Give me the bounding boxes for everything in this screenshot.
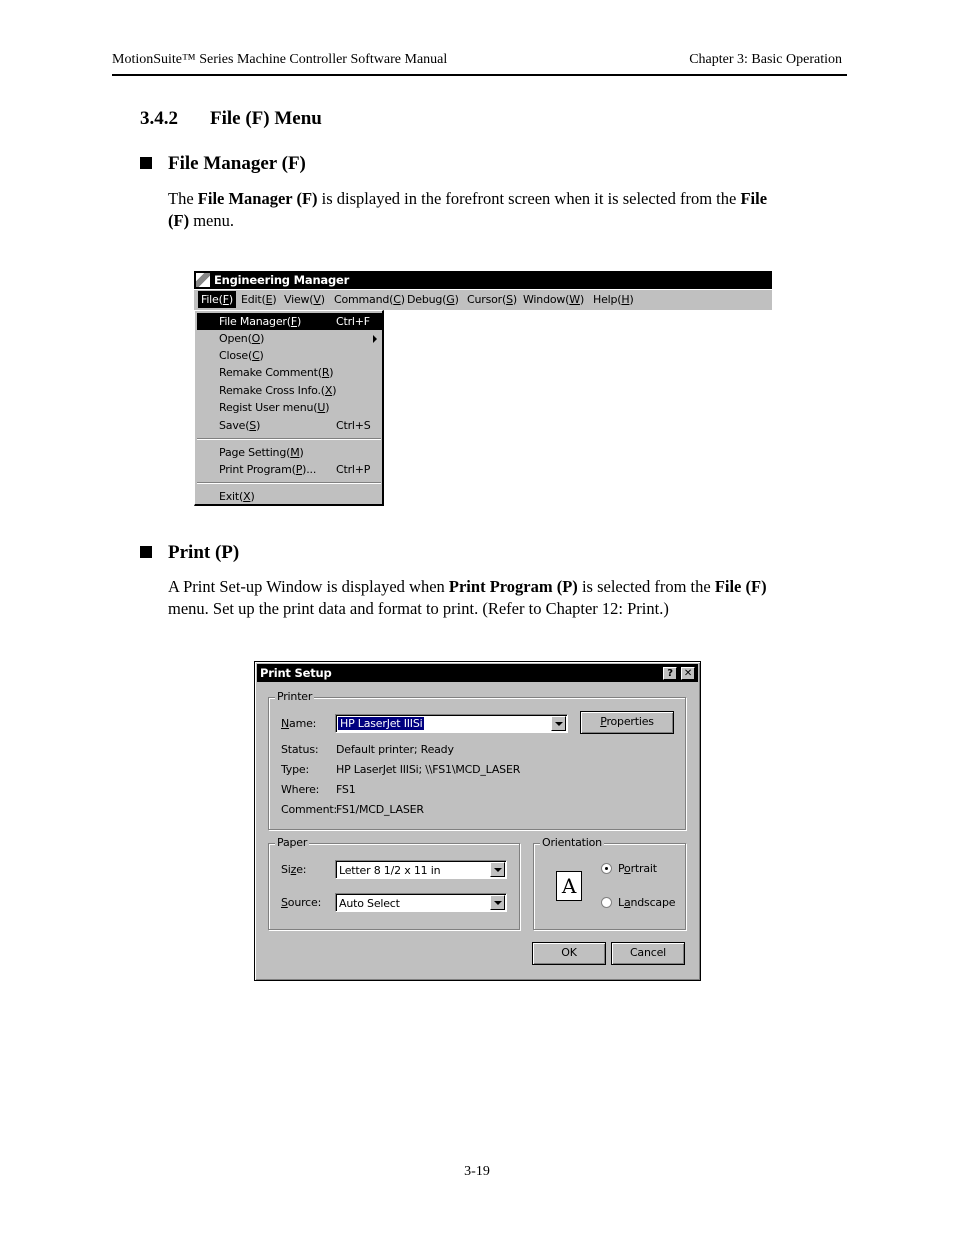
para-text: menu. Set up the print data and format to print. (Refer to Chapter 12: Print.)	[168, 599, 669, 618]
portrait-label[interactable]: Portrait	[618, 862, 657, 875]
menu-help[interactable]: Help(H)	[593, 293, 634, 306]
para-bold: File Manager (F)	[197, 189, 318, 208]
portrait-page-icon: A	[556, 871, 582, 901]
section-title: File (F) Menu	[210, 108, 322, 129]
chevron-down-icon[interactable]	[551, 716, 566, 731]
name-label: Name:	[281, 717, 317, 730]
chapter-title: Chapter 3: Basic Operation	[689, 52, 842, 67]
printer-group-label: Printer	[277, 690, 313, 703]
where-label: Where:	[281, 783, 320, 796]
menu-item-open[interactable]: Open(O)	[197, 330, 383, 347]
status-value: Default printer; Ready	[336, 743, 454, 756]
menu-command[interactable]: Command(C)	[334, 293, 405, 306]
paper-group	[268, 836, 520, 930]
page-number: 3-19	[464, 1164, 490, 1179]
menu-item-close[interactable]: Close(C)	[219, 349, 264, 362]
comment-value: FS1/MCD_LASER	[336, 803, 424, 816]
menu-window[interactable]: Window(W)	[523, 293, 585, 306]
app-icon	[196, 273, 210, 287]
para-bold: Print Program (P)	[448, 577, 578, 596]
menu-item-print-program[interactable]: Print Program(P)... Ctrl+P	[219, 463, 371, 476]
orientation-group-label: Orientation	[542, 836, 602, 849]
menu-item-regist-user-menu[interactable]: Regist User menu(U)	[219, 401, 330, 414]
window-title: Engineering Manager	[214, 273, 350, 287]
bullet-square-icon	[140, 157, 152, 169]
menu-file[interactable]: File(F)	[198, 291, 236, 308]
para-text: menu.	[189, 211, 234, 230]
para-text: is selected from the	[577, 577, 715, 596]
menu-view[interactable]: View(V)	[284, 293, 325, 306]
print-paragraph	[168, 576, 848, 620]
type-value: HP LaserJet IIISi; \\FS1\MCD_LASER	[336, 763, 521, 776]
printer-name-value: HP LaserJet IIISi	[340, 717, 423, 730]
menu-debug[interactable]: Debug(G)	[407, 293, 459, 306]
file-manager-heading-text: File Manager (F)	[168, 153, 306, 174]
para-text: A Print Set-up Window is displayed when	[168, 577, 449, 596]
chevron-down-icon[interactable]	[490, 862, 505, 877]
print-heading-text: Print (P)	[168, 542, 240, 563]
menu-item-remake-cross-info[interactable]: Remake Cross Info.(X)	[219, 384, 337, 397]
size-label: Size:	[281, 863, 307, 876]
printer-name-select[interactable]	[335, 714, 568, 733]
menu-separator	[197, 482, 381, 484]
paper-group-label: Paper	[277, 836, 308, 849]
menu-item-exit[interactable]: Exit(X)	[219, 490, 255, 503]
file-manager-heading	[140, 153, 306, 175]
para-text: The	[168, 189, 198, 208]
paper-source-value: Auto Select	[339, 897, 400, 910]
portrait-radio[interactable]	[601, 863, 612, 874]
header-rule	[112, 74, 847, 76]
where-value: FS1	[336, 783, 356, 796]
submenu-arrow-icon	[373, 335, 377, 343]
type-label: Type:	[281, 763, 309, 776]
menu-separator	[197, 438, 381, 440]
cancel-button[interactable]: Cancel	[611, 942, 685, 965]
status-label: Status:	[281, 743, 319, 756]
dialog-titlebar	[257, 664, 698, 682]
manual-title: MotionSuite™ Series Machine Controller Software Manual	[112, 52, 448, 67]
paper-size-value: Letter 8 1/2 x 11 in	[339, 864, 441, 877]
chevron-down-icon[interactable]	[490, 895, 505, 910]
para-bold: File	[740, 189, 768, 208]
paper-size-select[interactable]	[335, 860, 507, 879]
ok-button[interactable]: OK	[532, 942, 606, 965]
menu-item-page-setting[interactable]: Page Setting(M)	[219, 446, 304, 459]
print-heading	[140, 542, 239, 564]
menu-edit[interactable]: Edit(E)	[241, 293, 277, 306]
menu-item-save[interactable]: Save(S) Ctrl+S	[219, 419, 371, 432]
section-heading	[140, 108, 322, 130]
properties-button[interactable]: Properties	[580, 711, 674, 734]
menu-item-file-manager[interactable]: File Manager(F) Ctrl+F	[197, 313, 383, 330]
close-button[interactable]: ✕	[681, 667, 695, 680]
file-dropdown-menu	[194, 310, 384, 506]
paper-source-select[interactable]	[335, 893, 507, 912]
para-bold: (F)	[168, 211, 190, 230]
engineering-manager-titlebar	[194, 271, 772, 289]
dialog-title: Print Setup	[260, 666, 332, 680]
comment-label: Comment:	[281, 803, 337, 816]
bullet-square-icon	[140, 546, 152, 558]
landscape-radio[interactable]	[601, 897, 612, 908]
source-label: Source:	[281, 896, 322, 909]
landscape-label[interactable]: Landscape	[618, 896, 676, 909]
menu-bar	[194, 290, 772, 310]
para-text: is displayed in the forefront screen when it is selected from the	[317, 189, 741, 208]
para-bold: File (F)	[714, 577, 767, 596]
menu-item-remake-comment[interactable]: Remake Comment(R)	[219, 366, 334, 379]
menu-cursor[interactable]: Cursor(S)	[467, 293, 517, 306]
file-manager-paragraph	[168, 188, 848, 232]
help-button[interactable]: ?	[663, 667, 677, 680]
section-number: 3.4.2	[140, 108, 178, 129]
